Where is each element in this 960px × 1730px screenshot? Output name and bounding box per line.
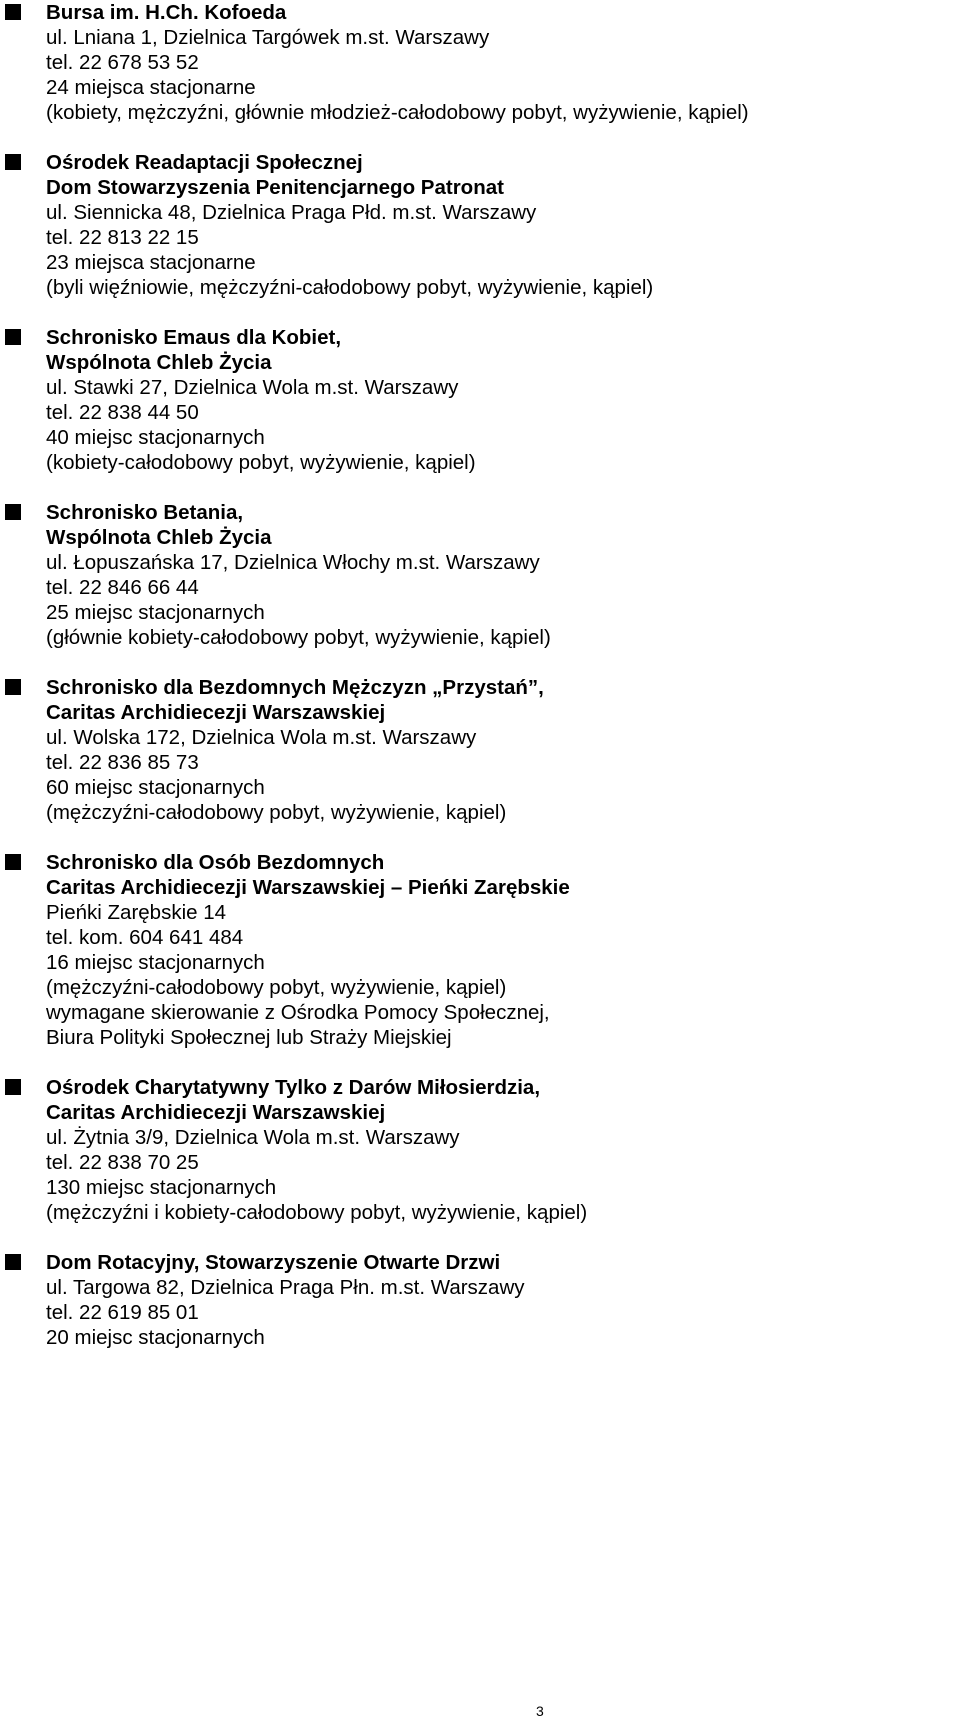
shelter-phone: tel. kom. 604 641 484 bbox=[46, 926, 244, 949]
shelter-name: Ośrodek Charytatywny Tylko z Darów Miłosierdzia, bbox=[46, 1076, 541, 1099]
shelter-capacity: 60 miejsc stacjonarnych bbox=[46, 776, 265, 799]
shelter-address: ul. Żytnia 3/9, Dzielnica Wola m.st. Warszawy bbox=[46, 1126, 460, 1149]
shelter-description: (mężczyźni-całodobowy pobyt, wyżywienie, kąpiel) bbox=[46, 801, 507, 824]
shelter-capacity: 130 miejsc stacjonarnych bbox=[46, 1176, 277, 1199]
shelter-entry bbox=[5, 500, 955, 650]
shelter-entry bbox=[5, 150, 955, 300]
shelter-name: Schronisko Betania, bbox=[46, 501, 244, 524]
shelter-capacity: 25 miejsc stacjonarnych bbox=[46, 601, 265, 624]
shelter-organization: Dom Stowarzyszenia Penitencjarnego Patronat bbox=[46, 176, 504, 199]
square-bullet-icon bbox=[5, 1254, 21, 1270]
shelter-entry bbox=[5, 325, 955, 475]
shelter-organization: Wspólnota Chleb Życia bbox=[46, 351, 272, 374]
shelter-list bbox=[5, 0, 955, 1350]
shelter-organization: Caritas Archidiecezji Warszawskiej – Pieńki Zarębskie bbox=[46, 876, 570, 899]
square-bullet-icon bbox=[5, 329, 21, 345]
shelter-name: Schronisko dla Osób Bezdomnych bbox=[46, 851, 385, 874]
shelter-phone: tel. 22 813 22 15 bbox=[46, 226, 199, 249]
shelter-requirement: wymagane skierowanie z Ośrodka Pomocy Społecznej, bbox=[46, 1001, 550, 1024]
shelter-description: (mężczyźni i kobiety-całodobowy pobyt, wyżywienie, kąpiel) bbox=[46, 1201, 588, 1224]
shelter-address: ul. Wolska 172, Dzielnica Wola m.st. Warszawy bbox=[46, 726, 477, 749]
page-number: 3 bbox=[536, 1703, 544, 1719]
shelter-phone: tel. 22 678 53 52 bbox=[46, 51, 199, 74]
shelter-address: ul. Siennicka 48, Dzielnica Praga Płd. m.st. Warszawy bbox=[46, 201, 537, 224]
shelter-organization: Caritas Archidiecezji Warszawskiej bbox=[46, 1101, 386, 1124]
shelter-entry bbox=[5, 1250, 955, 1350]
shelter-name: Schronisko dla Bezdomnych Mężczyzn „Przystań”, bbox=[46, 676, 544, 699]
shelter-entry bbox=[5, 675, 955, 825]
shelter-organization: Caritas Archidiecezji Warszawskiej bbox=[46, 701, 386, 724]
shelter-capacity: 20 miejsc stacjonarnych bbox=[46, 1326, 265, 1349]
shelter-description: (kobiety, mężczyźni, głównie młodzież-całodobowy pobyt, wyżywienie, kąpiel) bbox=[46, 101, 749, 124]
shelter-capacity: 24 miejsca stacjonarne bbox=[46, 76, 256, 99]
shelter-description: (mężczyźni-całodobowy pobyt, wyżywienie, kąpiel) bbox=[46, 976, 507, 999]
square-bullet-icon bbox=[5, 854, 21, 870]
shelter-capacity: 40 miejsc stacjonarnych bbox=[46, 426, 265, 449]
shelter-name: Bursa im. H.Ch. Kofoeda bbox=[46, 1, 287, 24]
shelter-entry bbox=[5, 0, 955, 125]
shelter-address: ul. Lniana 1, Dzielnica Targówek m.st. Warszawy bbox=[46, 26, 490, 49]
shelter-phone: tel. 22 846 66 44 bbox=[46, 576, 199, 599]
shelter-entry bbox=[5, 850, 955, 1050]
square-bullet-icon bbox=[5, 4, 21, 20]
shelter-capacity: 16 miejsc stacjonarnych bbox=[46, 951, 265, 974]
shelter-address: Pieńki Zarębskie 14 bbox=[46, 901, 227, 924]
square-bullet-icon bbox=[5, 1079, 21, 1095]
shelter-requirement: Biura Polityki Społecznej lub Straży Miejskiej bbox=[46, 1026, 452, 1049]
shelter-name: Schronisko Emaus dla Kobiet, bbox=[46, 326, 342, 349]
shelter-name: Dom Rotacyjny, Stowarzyszenie Otwarte Drzwi bbox=[46, 1251, 501, 1274]
shelter-phone: tel. 22 838 70 25 bbox=[46, 1151, 199, 1174]
shelter-address: ul. Targowa 82, Dzielnica Praga Płn. m.st. Warszawy bbox=[46, 1276, 525, 1299]
shelter-capacity: 23 miejsca stacjonarne bbox=[46, 251, 256, 274]
shelter-name: Ośrodek Readaptacji Społecznej bbox=[46, 151, 363, 174]
shelter-phone: tel. 22 619 85 01 bbox=[46, 1301, 199, 1324]
square-bullet-icon bbox=[5, 504, 21, 520]
shelter-organization: Wspólnota Chleb Życia bbox=[46, 526, 272, 549]
shelter-phone: tel. 22 836 85 73 bbox=[46, 751, 199, 774]
shelter-description: (kobiety-całodobowy pobyt, wyżywienie, kąpiel) bbox=[46, 451, 476, 474]
shelter-description: (byli więźniowie, mężczyźni-całodobowy pobyt, wyżywienie, kąpiel) bbox=[46, 276, 654, 299]
shelter-description: (głównie kobiety-całodobowy pobyt, wyżywienie, kąpiel) bbox=[46, 626, 551, 649]
shelter-entry bbox=[5, 1075, 955, 1225]
square-bullet-icon bbox=[5, 154, 21, 170]
shelter-phone: tel. 22 838 44 50 bbox=[46, 401, 199, 424]
square-bullet-icon bbox=[5, 679, 21, 695]
shelter-address: ul. Stawki 27, Dzielnica Wola m.st. Warszawy bbox=[46, 376, 459, 399]
shelter-address: ul. Łopuszańska 17, Dzielnica Włochy m.st. Warszawy bbox=[46, 551, 540, 574]
